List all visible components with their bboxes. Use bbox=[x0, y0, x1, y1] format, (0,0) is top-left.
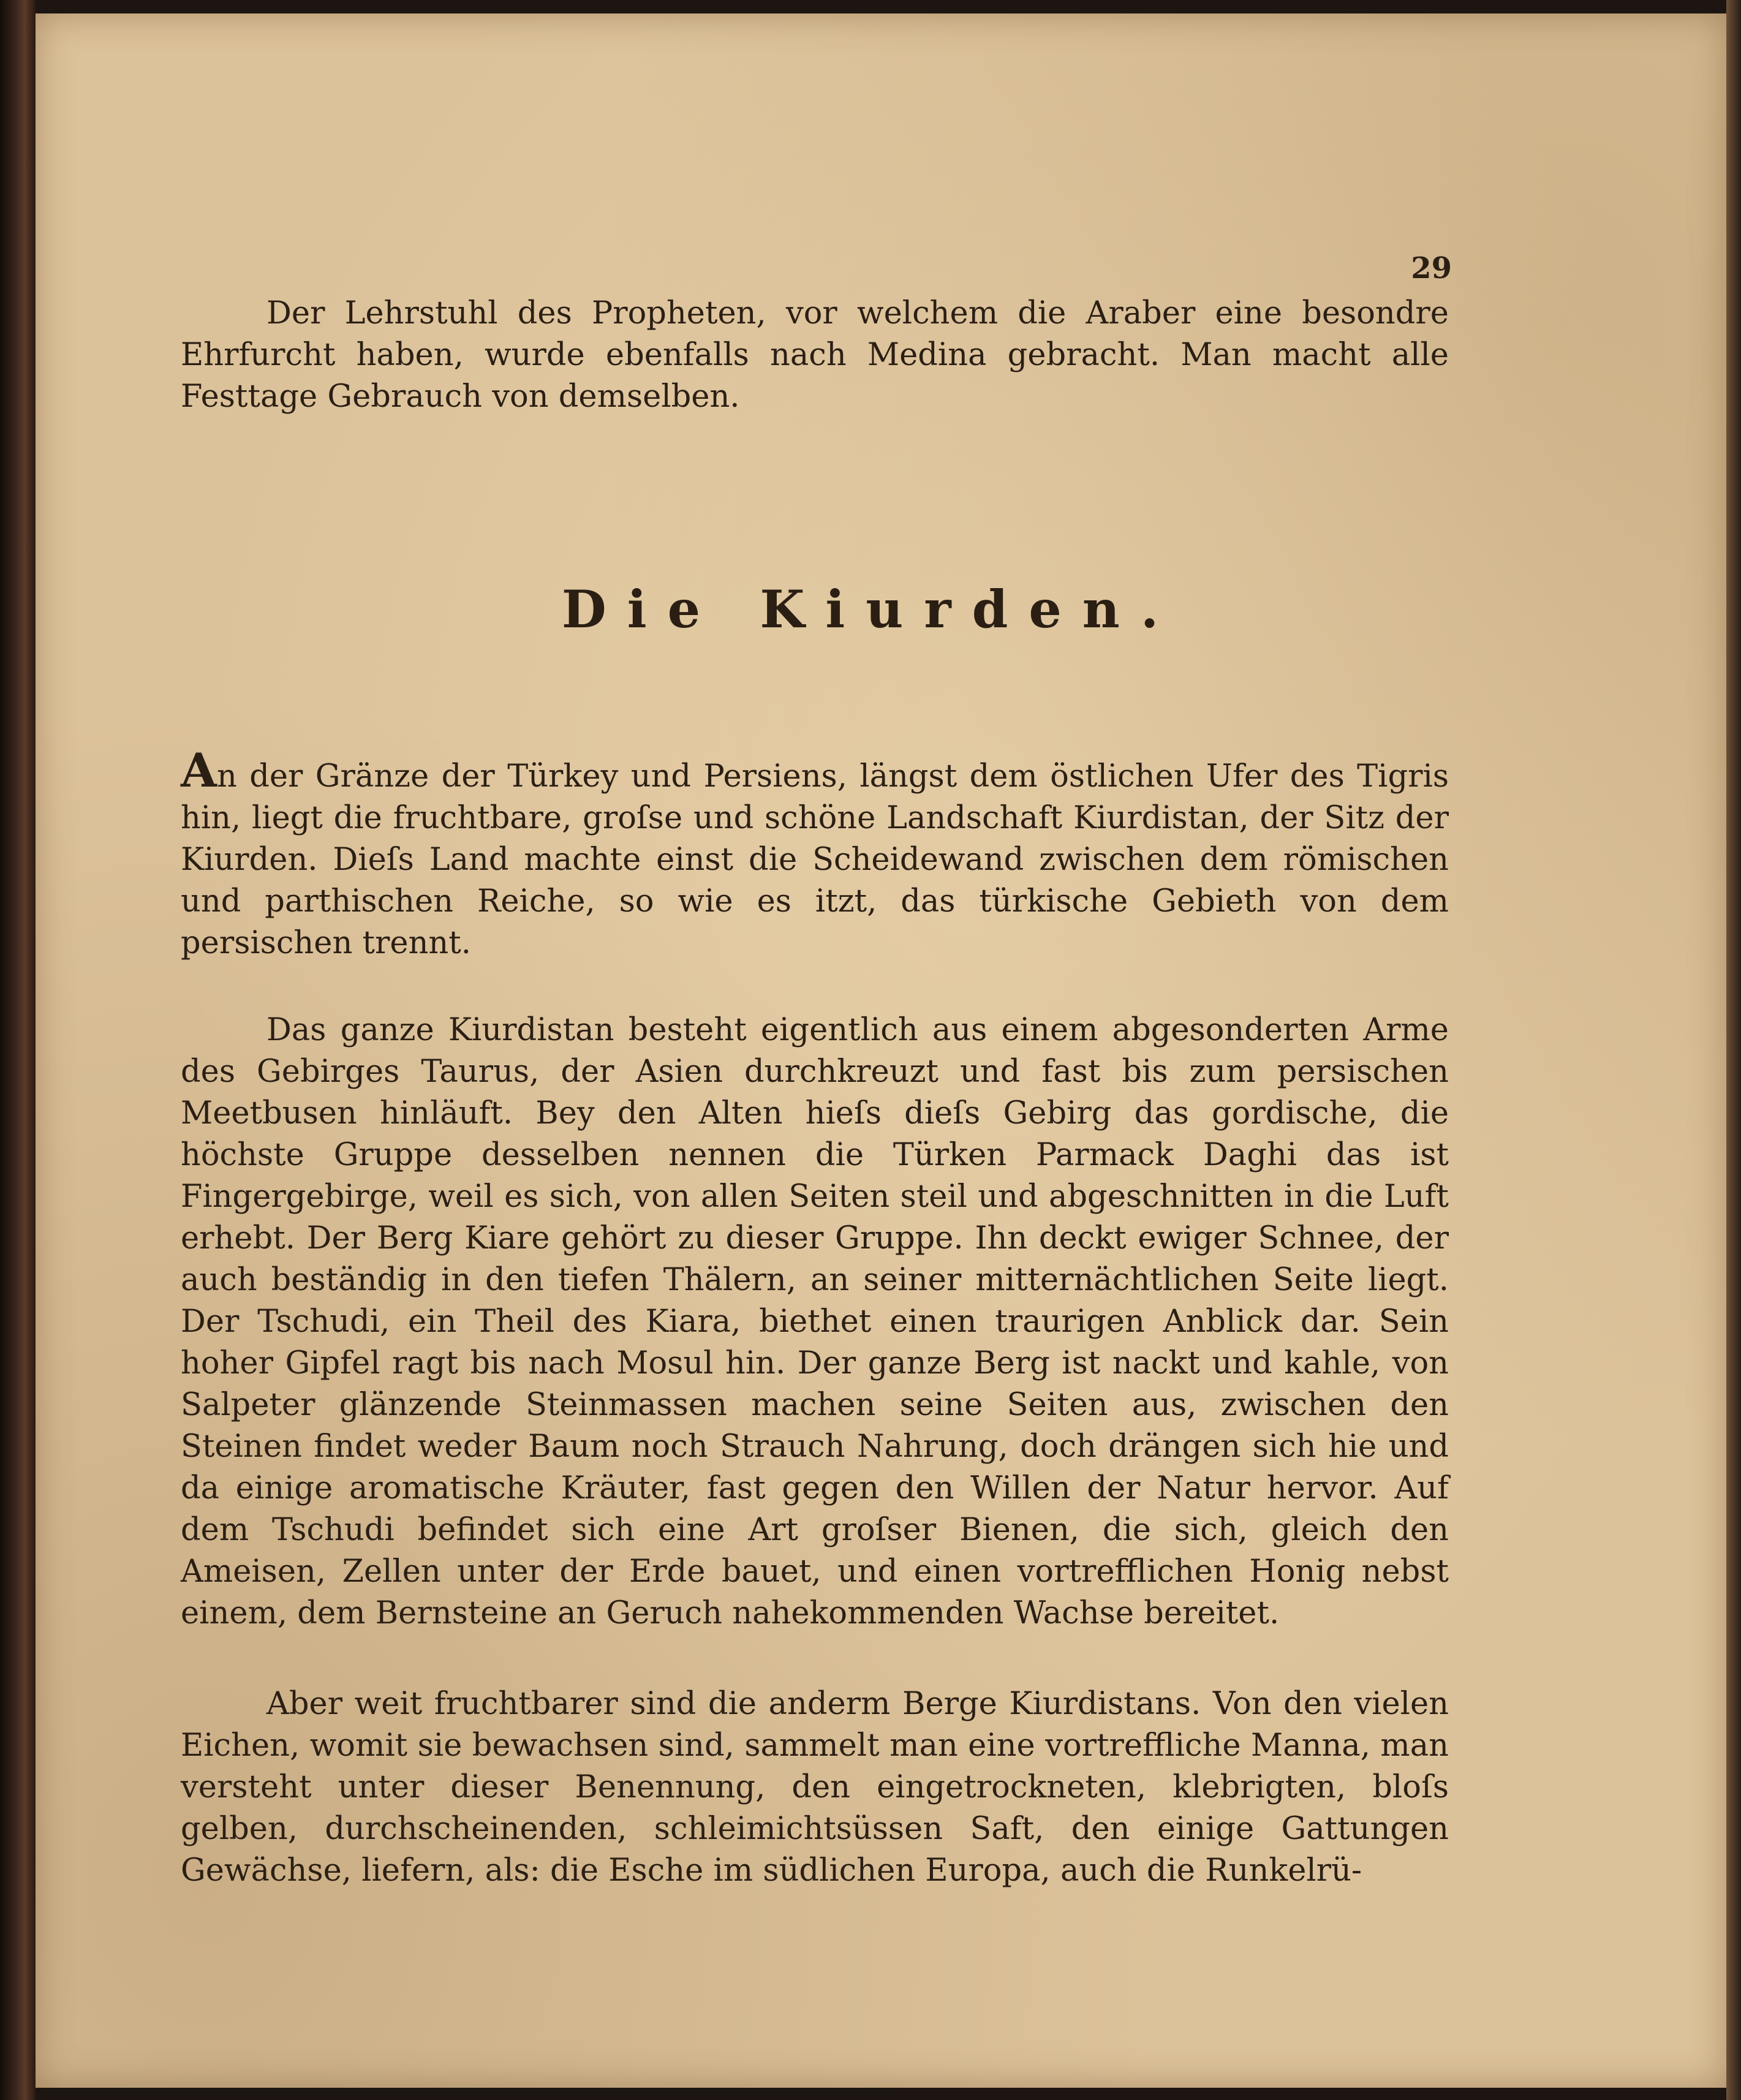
page-number: 29 bbox=[1411, 251, 1452, 285]
paragraph-intro-text: n der Gränze der Türkey und Persiens, längst dem östlichen Ufer des Tigris hin, liegt die fruchtbare, groſse und schöne Landschaft Kiurdistan, der Sitz der Kiurden. Dieſs Land machte einst die Scheidewand zwischen dem römischen und parthischen Reiche, so wie es itzt, das türkische Gebieth von dem persischen trennt. bbox=[181, 758, 1449, 961]
paragraph-lehrstuhl: Der Lehrstuhl des Propheten, vor welchem die Araber eine besondre Ehrfurcht haben, wurde ebenfalls nach Medina gebracht. Man macht alle Festtage Gebrauch von demselben. bbox=[181, 295, 1449, 415]
paragraph-kiurdistan: Das ganze Kiurdistan besteht eigentlich aus einem abgesonderten Arme des Gebirges Taurus, der Asien durchkreuzt und fast bis zum persischen Meetbusen hinläuft. Bey den Alten hieſs dieſs Gebirg das gordische, die höchste Gruppe desselben nennen die Türken Parmack Daghi das ist Fingergebirge, weil es sich, von allen Seiten steil und abgeschnitten in die Luft erhebt. Der Berg Kiare gehört zu dieser Gruppe. Ihn deckt ewiger Schnee, der auch beständig in den tiefen Thälern, an seiner mitternächtlichen Seite liegt. Der Tschudi, ein Theil des Kiara, biethet einen traurigen Anblick dar. Sein hoher Gipfel ragt bis nach Mosul hin. Der ganze Berg ist nackt und kahle, von Salpeter glänzende Steinmassen machen seine Seiten aus, zwischen den Steinen findet weder Baum noch Strauch Nahrung, doch drängen sich hie und da einige aromatische Kräuter, fast gegen den Willen der Natur hervor. Auf dem Tschudi befindet sich eine Art groſser Bienen, die sich, gleich den Ameisen, Zellen unter der Erde bauet, und einen vortrefflichen Honig nebst einem, dem Bernsteine an Geruch nahekommenden Wachse bereitet. bbox=[181, 1012, 1449, 1631]
chapter-heading: Die Kiurden. bbox=[561, 579, 1180, 640]
paragraph-intro bbox=[181, 743, 1449, 964]
page-edge bbox=[1726, 0, 1741, 2100]
paragraph-berge: Aber weit fruchtbarer sind die anderm Berge Kiurdistans. Von den vielen Eichen, womit sie bewachsen sind, sammelt man eine vortreffliche Manna, man versteht unter dieser Benennung, den eingetrockneten, klebrigten, bloſs gelben, durchscheinenden, schleimichtsüssen Saft, den einige Gattungen Gewächse, liefern, als: die Esche im südlichen Europa, auch die Runkelrü- bbox=[181, 1686, 1449, 1889]
drop-cap: A bbox=[181, 743, 217, 798]
book-spine bbox=[0, 0, 36, 2100]
